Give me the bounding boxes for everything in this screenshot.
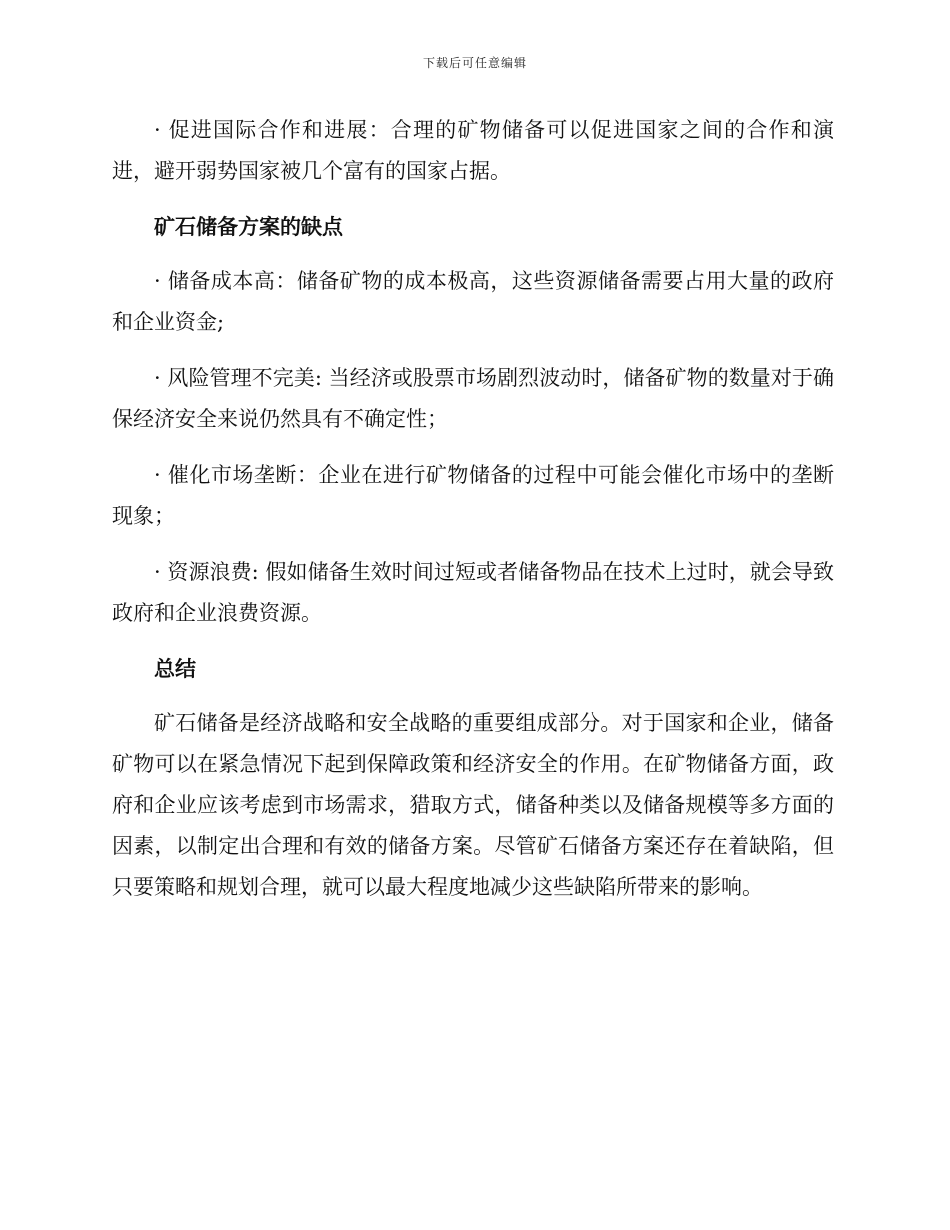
paragraph-summary: 矿石储备是经济战略和安全战略的重要组成部分。对于国家和企业，储备矿物可以在紧急情况下起到保障政策和经济安全的作用。在矿物储备方面，政府和企业应该考虑到市场需求，猎取方式，储备种类以及储备规模等多方面的因素，以制定出合理和有效的储备方案。尽管矿石储备方案还存在着缺陷，但只要策略和规划合理，就可以最大程度地减少这些缺陷所带来的影响。 [112,711,834,899]
paragraph-high-cost: · 储备成本高：储备矿物的成本极高，这些资源储备需要占用大量的政府和企业资金; [112,269,834,334]
section-heading-disadvantages: 矿石储备方案的缺点 [154,215,343,239]
paragraph-risk-management: · 风险管理不完美: 当经济或股票市场剧烈波动时，储备矿物的数量对于确保经济安全来说仍然具有不确定性； [112,366,834,431]
document-body [112,110,834,923]
header-note: 下载后可任意编辑 [422,56,527,70]
paragraph-market-monopoly: · 催化市场垄断：企业在进行矿物储备的过程中可能会催化市场中的垄断现象； [112,463,834,528]
section-heading-summary: 总结 [154,657,196,681]
paragraph-resource-waste: · 资源浪费: 假如储备生效时间过短或者储备物品在技术上过时，就会导致政府和企业浪费资源。 [112,560,834,625]
paragraph-international-cooperation: · 促进国际合作和进展：合理的矿物储备可以促进国家之间的合作和演进，避开弱势国家被几个富有的国家占据。 [112,118,834,183]
